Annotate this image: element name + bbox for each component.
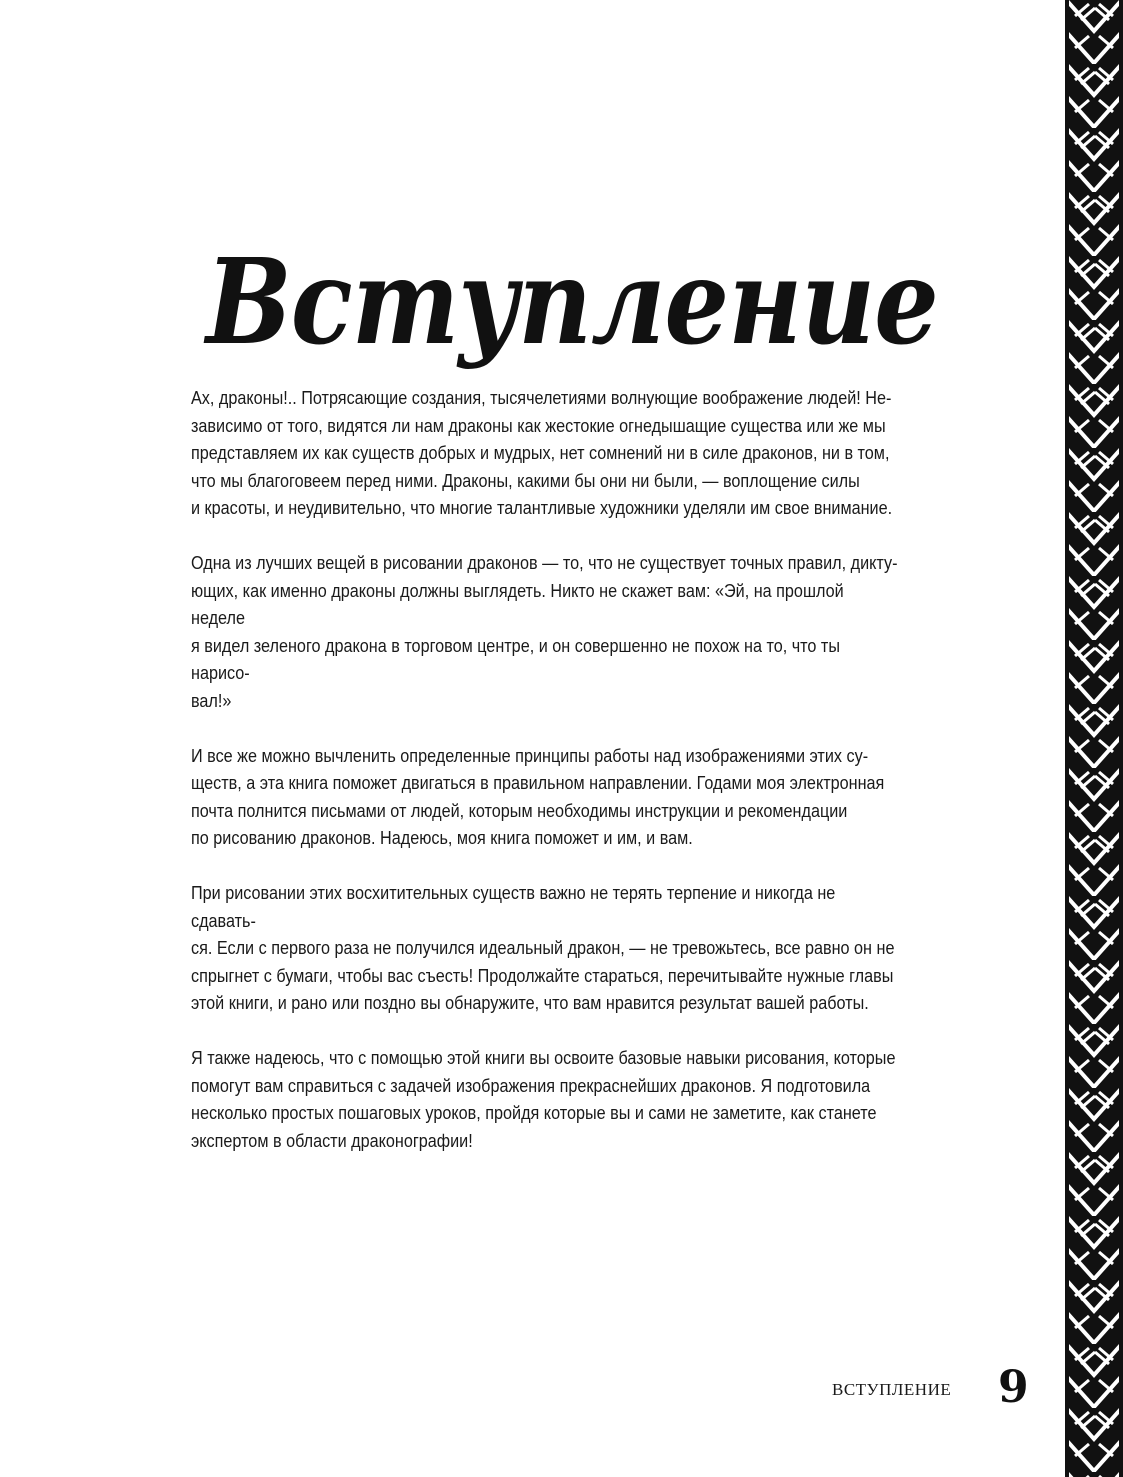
running-footer-section: ВСТУПЛЕНИЕ	[832, 1380, 952, 1399]
paragraph: Я также надеюсь, что с помощью этой книги вы освоите базовые навыки рисования, которые помогут вам справиться с задачей изображения прекраснейших драконов. Я подготовила несколько простых пошаговых уроков, пройдя которые вы и сами не заметите, как станете экспертом в области драконографии!	[191, 1048, 896, 1151]
paragraph: При рисовании этих восхитительных существ важно не терять терпение и никогда не сдавать- ся. Если с первого раза не получился идеальный дракон, — не тревожьтесь, все равно он не спрыгнет с бумаги, чтобы вас съесть! Продолжайте стараться, перечитывайте нужные главы этой книги, и рано или поздно вы обнаружите, что вам нравится результат вашей работы.	[191, 883, 895, 1013]
decorative-border	[1065, 0, 1123, 1477]
page-number: 9	[998, 1362, 1029, 1413]
paragraph: И все же можно вычленить определенные принципы работы над изображениями этих су- ществ, а эта книга поможет двигаться в правильном направлении. Годами моя электронная почта полнится письмами от людей, которым необходимы инструкции и рекомендации по рисованию драконов. Надеюсь, моя книга поможет и им, и вам.	[191, 745, 885, 848]
paragraph: Ах, драконы!.. Потрясающие создания, тысячелетиями волнующие воображение людей! Не- зависимо от того, видятся ли нам драконы как жестокие огнедышащие существа или же мы представляем их как существ добрых и мудрых, нет сомнений ни в силе драконов, ни в том, что мы благоговеем перед ними. Драконы, какими бы они ни были, — воплощение силы и красоты, и неудивительно, что многие талантливые художники уделяли им свое внимание.	[191, 388, 893, 518]
page-title: Вступление	[206, 232, 938, 371]
paragraph: Одна из лучших вещей в рисовании драконов — то, что не существует точных правил, дикту- ющих, как именно драконы должны выглядеть. Никто не скажет вам: «Эй, на прошлой неделе я видел зеленого дракона в торговом центре, и он совершенно не похож на то, что ты нарисо- вал!»	[191, 553, 898, 711]
body-text	[191, 385, 911, 1183]
